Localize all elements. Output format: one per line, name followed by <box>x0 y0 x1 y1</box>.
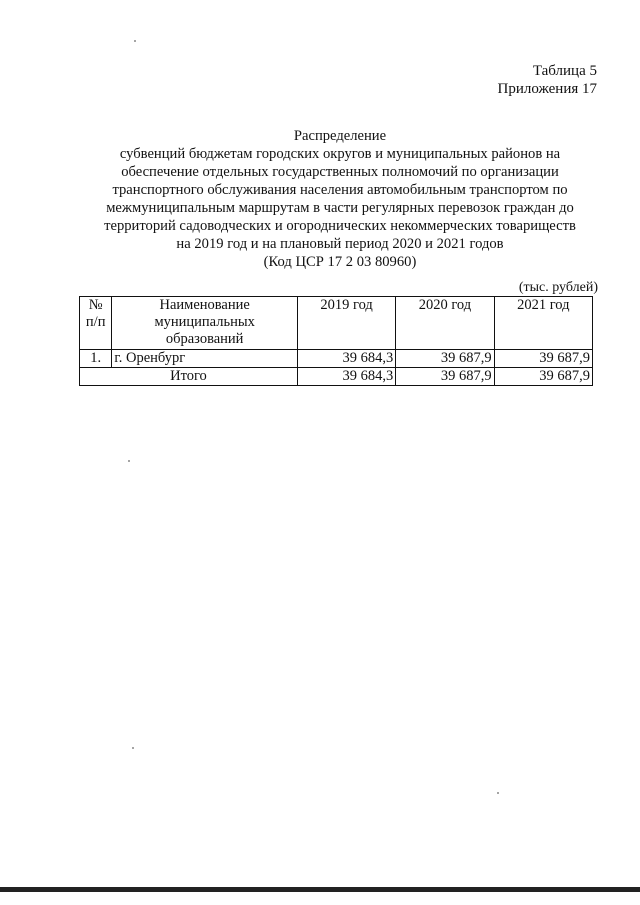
header-year-2021: 2021 год <box>494 297 592 350</box>
total-row <box>80 368 593 386</box>
title-line: (Код ЦСР 17 2 03 80960) <box>263 254 417 270</box>
header-name-line2: муниципальных <box>154 314 255 330</box>
table-header-row <box>80 297 593 350</box>
scan-bottom-edge <box>0 887 640 892</box>
title-line: Распределение <box>293 128 387 144</box>
title-line: транспортного обслуживания населения автомобильным транспортом по <box>112 182 568 198</box>
header-year-2020: 2020 год <box>396 297 494 350</box>
appendix-label: Приложения 17 <box>497 81 597 97</box>
title-line: территорий садоводческих и огороднических некоммерческих товариществ <box>104 218 576 234</box>
total-value-2020: 39 687,9 <box>396 368 494 386</box>
scan-speck <box>134 40 136 42</box>
total-label: Итого <box>80 368 298 386</box>
row-value-2021: 39 687,9 <box>494 350 592 368</box>
header-name-line3: образований <box>165 331 244 347</box>
row-value-2019: 39 684,3 <box>297 350 395 368</box>
header-name-line1: Наименование <box>159 297 250 313</box>
total-value-2019: 39 684,3 <box>297 368 395 386</box>
table-row <box>80 350 593 368</box>
row-name: г. Оренбург <box>112 350 298 368</box>
scan-speck <box>132 747 134 749</box>
header-name <box>112 297 298 350</box>
units-label: (тыс. рублей) <box>518 280 598 295</box>
header-number-line1: № <box>88 297 103 313</box>
row-value-2020: 39 687,9 <box>396 350 494 368</box>
scan-speck <box>497 792 499 794</box>
document-title <box>80 127 600 271</box>
title-line: обеспечение отдельных государственных полномочий по организации <box>121 164 559 180</box>
total-value-2021: 39 687,9 <box>494 368 592 386</box>
title-line: на 2019 год и на плановый период 2020 и 2021 годов <box>176 236 504 252</box>
title-line: межмуниципальным маршрутам в части регулярных перевозок граждан до <box>106 200 574 216</box>
header-year-2019: 2019 год <box>297 297 395 350</box>
title-line: субвенций бюджетам городских округов и муниципальных районов на <box>119 146 561 162</box>
row-number: 1. <box>80 350 112 368</box>
header-number <box>80 297 112 350</box>
scan-speck <box>128 460 130 462</box>
header-number-line2: п/п <box>85 314 106 330</box>
allocation-table <box>79 296 593 386</box>
table-label: Таблица 5 <box>532 63 597 79</box>
